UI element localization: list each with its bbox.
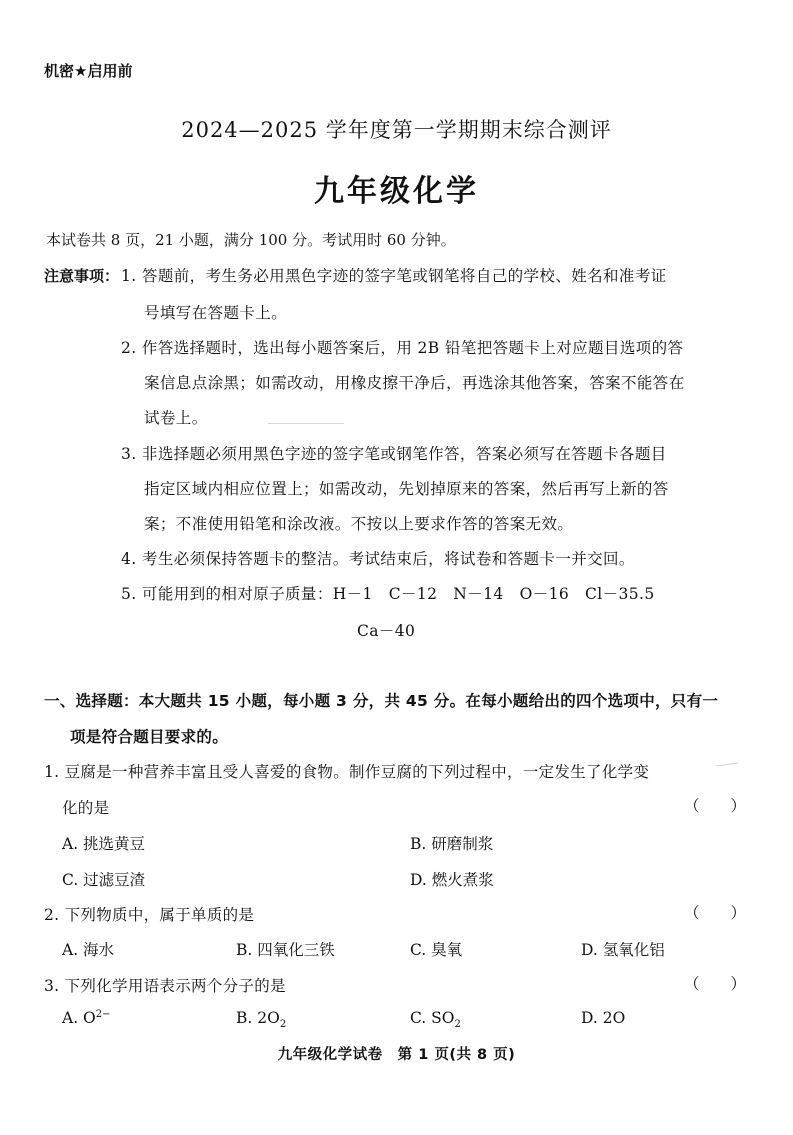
notice-line: 5. 可能用到的相对原子质量：H－1 C－12 N－14 O－16 Cl－35.5 bbox=[121, 585, 655, 603]
question-2-stem: 2. 下列物质中，属于单质的是 bbox=[44, 906, 255, 924]
question-3-option-d: D. 2O bbox=[581, 1009, 626, 1027]
question-1-option-c: C. 过滤豆渣 bbox=[62, 871, 146, 889]
question-3-option-b: B. $2O_2$ bbox=[236, 1009, 287, 1031]
question-3-option-a: A. $O^{2-}$ bbox=[62, 1009, 111, 1028]
exam-title: 2024—2025 学年度第一学期期末综合测评 bbox=[181, 118, 612, 142]
confidential-mark: 机密★启用前 bbox=[44, 62, 133, 80]
notice-line: 2. 作答选择题时，选出每小题答案后，用 2B 铅笔把答题卡上对应题目选项的答 bbox=[121, 339, 684, 357]
page-footer: 九年级化学试卷 第 1 页(共 8 页) bbox=[277, 1047, 516, 1063]
scan-artifact bbox=[268, 423, 344, 424]
question-2-option-a: A. 海水 bbox=[62, 941, 115, 959]
question-1-stem-cont: 化的是 bbox=[62, 799, 110, 817]
answer-blank: （ ） bbox=[684, 904, 747, 922]
question-3-stem: 3. 下列化学用语表示两个分子的是 bbox=[44, 977, 286, 995]
section-heading: 一、选择题：本大题共 15 小题，每小题 3 分，共 45 分。在每小题给出的四个选项中，只有一 bbox=[44, 692, 719, 710]
notice-line: 案信息点涂黑；如需改动，用橡皮擦干净后，再选涂其他答案，答案不能答在 bbox=[144, 374, 685, 392]
question-1-option-b: B. 研磨制浆 bbox=[410, 835, 494, 853]
notice-line: 1. 答题前，考生务必用黑色字迹的签字笔或钢笔将自己的学校、姓名和准考证 bbox=[121, 267, 667, 285]
question-1-option-a: A. 挑选黄豆 bbox=[62, 835, 146, 853]
question-3-option-c: C. $SO_2$ bbox=[410, 1009, 461, 1031]
answer-blank: （ ） bbox=[684, 975, 747, 993]
notice-line: 试卷上。 bbox=[144, 409, 208, 427]
question-2-option-d: D. 氢氧化铝 bbox=[581, 941, 665, 959]
question-2-option-b: B. 四氧化三铁 bbox=[236, 941, 335, 959]
exam-intro: 本试卷共 8 页，21 小题，满分 100 分。考试用时 60 分钟。 bbox=[46, 231, 456, 249]
question-1-stem: 1. 豆腐是一种营养丰富且受人喜爱的食物。制作豆腐的下列过程中，一定发生了化学变 bbox=[44, 763, 650, 781]
notice-line: 号填写在答题卡上。 bbox=[144, 304, 288, 322]
notice-label: 注意事项： bbox=[44, 267, 120, 285]
notice-line: 指定区域内相应位置上；如需改动，先划掉原来的答案，然后再写上新的答 bbox=[144, 480, 669, 498]
subject-title: 九年级化学 bbox=[314, 174, 479, 209]
question-2-option-c: C. 臭氧 bbox=[410, 941, 463, 959]
notice-line: 4. 考生必须保持答题卡的整洁。考试结束后，将试卷和答题卡一并交回。 bbox=[121, 550, 635, 568]
notice-line: 案；不准使用铅笔和涂改液。不按以上要求作答的答案无效。 bbox=[144, 515, 574, 533]
notice-line: Ca－40 bbox=[357, 622, 416, 640]
scan-artifact bbox=[716, 762, 738, 766]
notice-line: 3. 非选择题必须用黑色字迹的签字笔或钢笔作答，答案必须写在答题卡各题目 bbox=[121, 445, 667, 463]
question-1-option-d: D. 燃火煮浆 bbox=[410, 871, 494, 889]
answer-blank: （ ） bbox=[684, 797, 747, 815]
section-heading-cont: 项是符合题目要求的。 bbox=[70, 728, 229, 746]
